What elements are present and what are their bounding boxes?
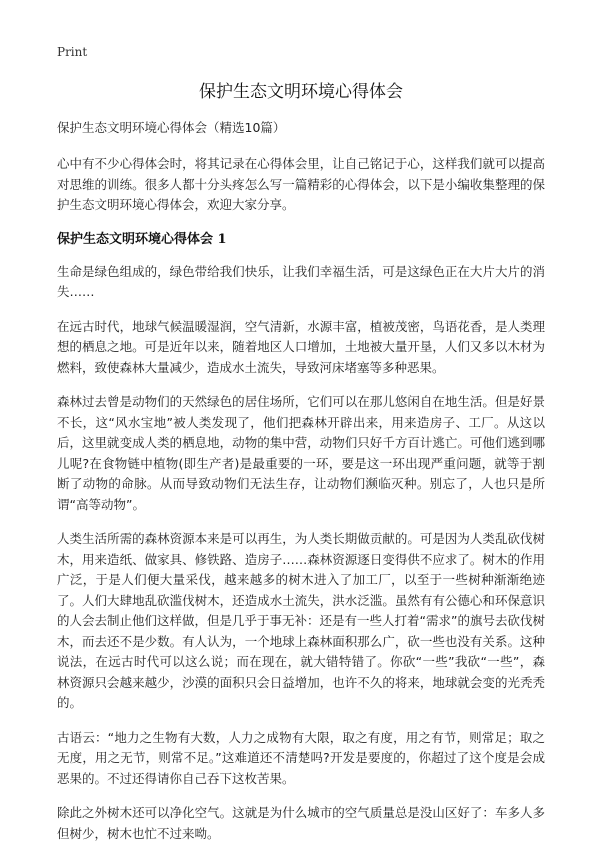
body-paragraph: 在远古时代，地球气候温暖湿润，空气清新，水源丰富，植被茂密，鸟语花香，是人类理想的栖息之地。可是近年以来，随着地区人口增加，土地被大量开垦，人们又多以木材为燃料，致使森林大量减少，造成水土流失，导致河床堵塞等多种恶果。 xyxy=(57,318,545,375)
body-paragraph: 古语云：“地力之生物有大数，人力之成物有大限，取之有度，用之有节，则常足；取之无度，用之无节，则常不足。”这难道还不清楚吗?开发是要度的，你超过了这个度是会成恶果的。不过还得请你自己吞下这枚苦果。 xyxy=(57,729,545,786)
body-paragraph: 生命是绿色组成的，绿色带给我们快乐，让我们幸福生活，可是这绿色正在大片大片的消失…… xyxy=(57,263,545,299)
intro-paragraph: 心中有不少心得体会时，将其记录在心得体会里，让自己铭记于心，这样我们就可以提高对思维的训练。很多人都十分头疼怎么写一篇精彩的心得体会，以下是小编收集整理的保护生态文明环境心得体会，欢迎大家分享。 xyxy=(57,156,545,212)
section-heading: 保护生态文明环境心得体会 1 xyxy=(57,231,227,247)
article-title: 保护生态文明环境心得体会 xyxy=(199,82,403,102)
body-paragraph: 除此之外树木还可以净化空气。这就是为什么城市的空气质量总是没山区好了：车多人多但树少，树木也忙不过来呦。 xyxy=(57,805,545,841)
print-link[interactable]: Print xyxy=(57,45,88,59)
article-subtitle: 保护生态文明环境心得体会（精选10篇） xyxy=(57,120,286,135)
body-paragraph: 人类生活所需的森林资源本来是可以再生，为人类长期做贡献的。可是因为人类乱砍伐树木，用来造纸、做家具、修铁路、造房子……森林资源逐日变得供不应求了。树木的作用广泛，于是人们便大量采伐，越来越多的树木进入了加工厂，以至于一些树种渐渐绝迹了。人们大肆地乱砍滥伐树木，还造成水土流失，洪水泛滥。虽然有有公德心和环保意识的人会去制止他们这样做，但是几乎于事无补：还是有一些人打着“需求”的旗号去砍伐树木，而去还不是少数。有人认为，一个地球上森林面积那么广，砍一些也没有关系。这种说法，在远古时代可以这么说；而在现在，就大错特错了。你砍“一些”我砍“一些”，森林资源只会越来越少，沙漠的面积只会日益增加，也许不久的将来，地球就会变的光秃秃的。 xyxy=(57,531,545,710)
body-paragraph: 森林过去曾是动物们的天然绿色的居住场所，它们可以在那儿悠闲自在地生活。但是好景不长，这“风水宝地”被人类发现了，他们把森林开辟出来，用来造房子、工厂。从这以后，这里就变成人类的栖息地，动物的集中营，动物们只好千方百计逃亡。可他们逃到哪儿呢?在食物链中植物(即生产者)是最重要的一环，要是这一环出现严重问题，就等于割断了动物的命脉。从而导致动物们无法生存，让动物们濒临灭种。别忘了，人也只是所谓“高等动物”。 xyxy=(57,394,545,512)
